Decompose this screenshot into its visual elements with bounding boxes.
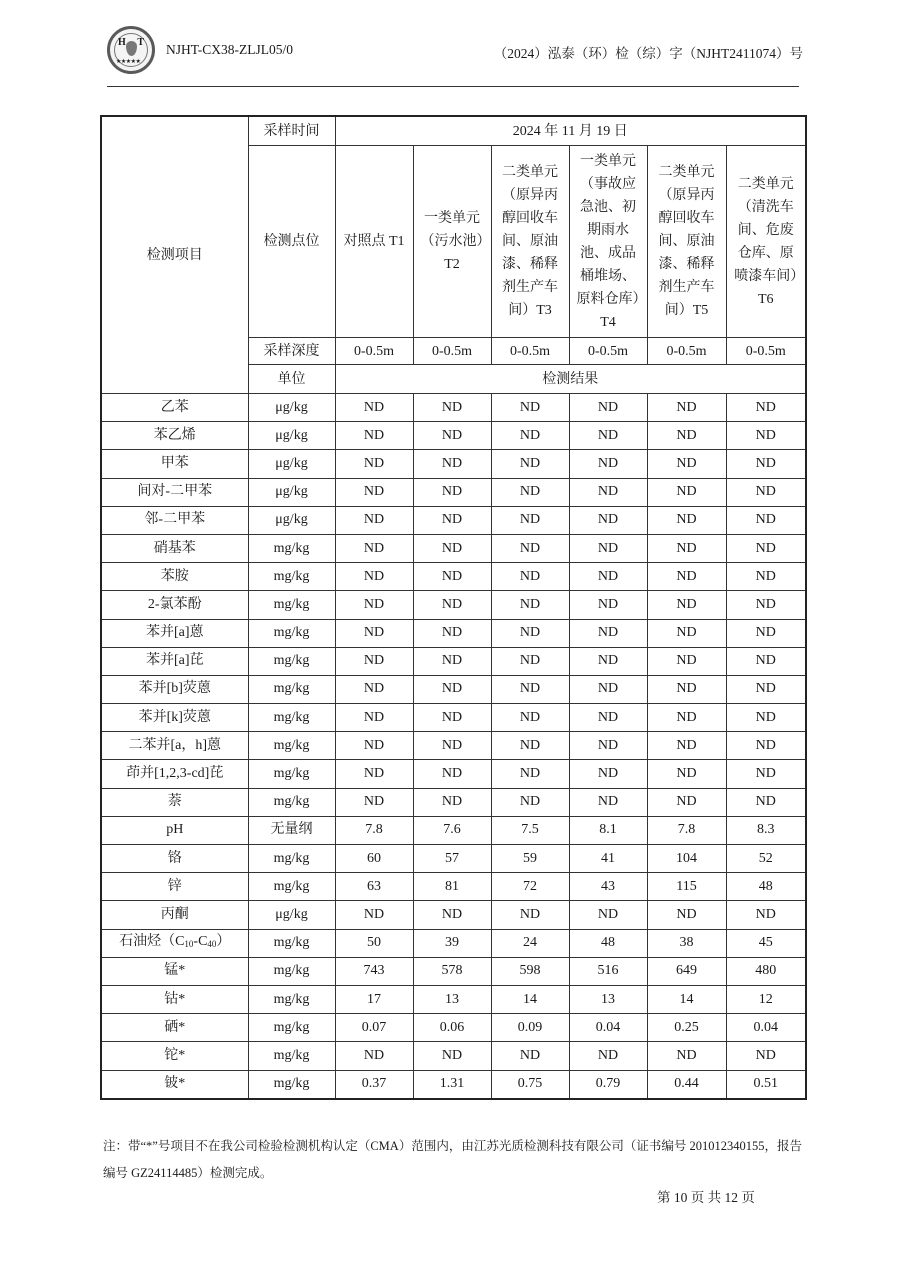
result-cell: ND (726, 394, 806, 422)
item-name: 硒* (101, 1014, 248, 1042)
result-cell: ND (647, 591, 726, 619)
table-row (101, 647, 806, 675)
unit-cell: mg/kg (248, 845, 335, 873)
table-row (101, 845, 806, 873)
result-cell: 598 (491, 957, 569, 985)
unit-label: 单位 (248, 365, 335, 394)
result-cell: ND (491, 534, 569, 562)
item-name: 乙苯 (101, 394, 248, 422)
results-label: 检测结果 (335, 365, 806, 394)
unit-cell: mg/kg (248, 675, 335, 703)
result-cell: 59 (491, 845, 569, 873)
result-cell: ND (335, 534, 413, 562)
result-cell: ND (335, 732, 413, 760)
table-row (101, 788, 806, 816)
location-text: 二类单元（原异丙醇回收车间、原油漆、稀释剂生产车间）T5 (658, 165, 715, 318)
result-cell: 0.25 (647, 1014, 726, 1042)
result-cell: 649 (647, 957, 726, 985)
table-row (101, 675, 806, 703)
unit-cell: μg/kg (248, 450, 335, 478)
result-cell: ND (569, 478, 647, 506)
result-cell: ND (647, 647, 726, 675)
result-cell: ND (491, 619, 569, 647)
result-cell: ND (335, 478, 413, 506)
result-cell: ND (413, 506, 491, 534)
result-cell: ND (569, 732, 647, 760)
location-cell (569, 146, 647, 338)
result-cell: 7.5 (491, 816, 569, 844)
result-cell: ND (647, 534, 726, 562)
result-cell: ND (726, 450, 806, 478)
item-name: 苯并[b]荧蒽 (101, 675, 248, 703)
result-cell: ND (647, 478, 726, 506)
result-cell: 8.3 (726, 816, 806, 844)
result-cell: ND (491, 422, 569, 450)
logo-letter-t: T (137, 37, 144, 48)
table-row (101, 534, 806, 562)
result-cell: ND (413, 732, 491, 760)
result-cell: 743 (335, 957, 413, 985)
result-cell: 41 (569, 845, 647, 873)
location-text: 对照点 T1 (343, 234, 405, 249)
item-name: 丙酮 (101, 901, 248, 929)
result-cell: 45 (726, 929, 806, 957)
result-cell: ND (335, 591, 413, 619)
item-name: 二苯并[a，h]蒽 (101, 732, 248, 760)
result-cell: ND (726, 534, 806, 562)
depth-cell: 0-0.5m (647, 338, 726, 365)
result-cell: ND (413, 760, 491, 788)
result-cell: ND (413, 1042, 491, 1070)
unit-cell: mg/kg (248, 563, 335, 591)
result-cell: ND (726, 478, 806, 506)
result-cell: ND (335, 675, 413, 703)
table-row (101, 957, 806, 985)
result-cell: 43 (569, 873, 647, 901)
result-cell: 13 (413, 985, 491, 1013)
item-name: 锌 (101, 873, 248, 901)
result-cell: ND (491, 788, 569, 816)
result-cell: ND (491, 675, 569, 703)
table-row (101, 873, 806, 901)
table-row (101, 422, 806, 450)
document-code: NJHT-CX38-ZLJL05/0 (166, 42, 293, 57)
result-cell: 81 (413, 873, 491, 901)
result-cell: ND (413, 675, 491, 703)
location-cell (335, 146, 413, 338)
result-cell: ND (491, 563, 569, 591)
result-cell: ND (491, 704, 569, 732)
result-cell: 12 (726, 985, 806, 1013)
result-cell: 60 (335, 845, 413, 873)
result-cell: ND (726, 422, 806, 450)
result-cell: 480 (726, 957, 806, 985)
result-cell: ND (569, 647, 647, 675)
unit-cell: mg/kg (248, 788, 335, 816)
item-name: 苯胺 (101, 563, 248, 591)
result-cell: ND (647, 675, 726, 703)
unit-cell: mg/kg (248, 1070, 335, 1099)
result-cell: ND (491, 760, 569, 788)
sampling-time-row (101, 116, 806, 146)
subscript: 40 (207, 939, 217, 950)
result-cell: 17 (335, 985, 413, 1013)
result-cell: 0.04 (726, 1014, 806, 1042)
result-cell: ND (569, 901, 647, 929)
location-cell (647, 146, 726, 338)
result-cell: 52 (726, 845, 806, 873)
result-cell: 14 (491, 985, 569, 1013)
result-cell: ND (569, 788, 647, 816)
result-cell: ND (335, 563, 413, 591)
logo-stars: ★★★★★ (116, 58, 141, 65)
result-cell: ND (491, 394, 569, 422)
result-cell: 48 (569, 929, 647, 957)
result-cell: 13 (569, 985, 647, 1013)
result-cell: 7.8 (335, 816, 413, 844)
unit-cell: mg/kg (248, 760, 335, 788)
result-cell: ND (726, 619, 806, 647)
table-row (101, 1014, 806, 1042)
result-cell: ND (647, 422, 726, 450)
depth-label: 采样深度 (248, 338, 335, 365)
table-row (101, 506, 806, 534)
result-cell: ND (569, 422, 647, 450)
result-cell: ND (413, 619, 491, 647)
result-cell: ND (726, 647, 806, 675)
result-cell: ND (569, 534, 647, 562)
item-name: 间对-二甲苯 (101, 478, 248, 506)
item-name (101, 929, 248, 957)
result-cell: ND (491, 1042, 569, 1070)
table-row (101, 619, 806, 647)
location-cell (413, 146, 491, 338)
item-name: 锰* (101, 957, 248, 985)
item-name: 苯并[a]蒽 (101, 619, 248, 647)
item-name: 铍* (101, 1070, 248, 1099)
result-cell: ND (413, 534, 491, 562)
result-cell: 50 (335, 929, 413, 957)
result-cell: ND (491, 506, 569, 534)
company-logo (107, 26, 155, 74)
logo-letter-h: H (118, 37, 126, 48)
result-cell: ND (647, 704, 726, 732)
result-cell: ND (647, 760, 726, 788)
result-cell: 24 (491, 929, 569, 957)
location-cell (491, 146, 569, 338)
result-cell: ND (647, 506, 726, 534)
table-row (101, 732, 806, 760)
table-row (101, 929, 806, 957)
table-row (101, 1042, 806, 1070)
location-text: 一类单元（污水池）T2 (420, 211, 484, 272)
result-cell: ND (726, 788, 806, 816)
unit-cell: μg/kg (248, 394, 335, 422)
result-cell: ND (726, 1042, 806, 1070)
footnote: 注：带“*”号项目不在我公司检验检测机构认定（CMA）范围内，由江苏光质检测科技有限公司（证书编号 201012340155，报告编号 GZ24114485）检测完成。 (103, 1139, 802, 1180)
unit-cell: mg/kg (248, 619, 335, 647)
result-cell: ND (413, 647, 491, 675)
result-cell: 39 (413, 929, 491, 957)
result-cell: 578 (413, 957, 491, 985)
result-cell: 0.75 (491, 1070, 569, 1099)
result-cell: ND (413, 563, 491, 591)
unit-cell: μg/kg (248, 422, 335, 450)
unit-cell: μg/kg (248, 478, 335, 506)
item-name-part: -C (193, 934, 208, 950)
result-cell: ND (647, 563, 726, 591)
result-cell: ND (413, 901, 491, 929)
result-cell: ND (726, 675, 806, 703)
unit-cell: mg/kg (248, 534, 335, 562)
result-cell: 115 (647, 873, 726, 901)
result-cell: ND (413, 422, 491, 450)
table-row (101, 450, 806, 478)
result-cell: 104 (647, 845, 726, 873)
results-table (100, 115, 807, 1100)
depth-cell: 0-0.5m (569, 338, 647, 365)
table-row (101, 760, 806, 788)
result-cell: ND (413, 704, 491, 732)
unit-cell: mg/kg (248, 957, 335, 985)
unit-cell: mg/kg (248, 1042, 335, 1070)
result-cell: 0.79 (569, 1070, 647, 1099)
result-cell: 0.51 (726, 1070, 806, 1099)
result-cell: 0.44 (647, 1070, 726, 1099)
result-cell: ND (491, 478, 569, 506)
item-name: 苯并[k]荧蒽 (101, 704, 248, 732)
result-cell: ND (726, 901, 806, 929)
sampling-time-label: 采样时间 (248, 116, 335, 146)
result-cell: 0.07 (335, 1014, 413, 1042)
result-cell: 0.37 (335, 1070, 413, 1099)
sampling-date: 2024 年 11 月 19 日 (335, 116, 806, 146)
location-text: 二类单元（原异丙醇回收车间、原油漆、稀释剂生产车间）T3 (502, 165, 558, 318)
result-cell: ND (569, 563, 647, 591)
report-number: （2024）泓泰（环）检（综）字（NJHT2411074）号 (493, 46, 803, 61)
result-cell: ND (647, 619, 726, 647)
result-cell: ND (647, 1042, 726, 1070)
result-cell: ND (569, 619, 647, 647)
location-text: 二类单元（清洗车间、危废仓库、原喷漆车间）T6 (734, 176, 798, 307)
result-cell: ND (569, 591, 647, 619)
result-cell: 516 (569, 957, 647, 985)
table-row (101, 985, 806, 1013)
result-cell: ND (569, 450, 647, 478)
result-cell: ND (335, 788, 413, 816)
result-cell: ND (569, 1042, 647, 1070)
result-cell: ND (726, 760, 806, 788)
item-name: 铊* (101, 1042, 248, 1070)
result-cell: 0.06 (413, 1014, 491, 1042)
item-name: 苯乙烯 (101, 422, 248, 450)
result-cell: 63 (335, 873, 413, 901)
unit-cell: μg/kg (248, 901, 335, 929)
item-name: 铬 (101, 845, 248, 873)
result-cell: ND (726, 704, 806, 732)
unit-cell: mg/kg (248, 704, 335, 732)
item-name: 萘 (101, 788, 248, 816)
result-cell: ND (491, 450, 569, 478)
result-cell: ND (569, 760, 647, 788)
item-name: 硝基苯 (101, 534, 248, 562)
depth-cell: 0-0.5m (413, 338, 491, 365)
unit-cell: mg/kg (248, 985, 335, 1013)
result-cell: 38 (647, 929, 726, 957)
depth-cell: 0-0.5m (335, 338, 413, 365)
location-label: 检测点位 (248, 146, 335, 338)
result-cell: ND (491, 647, 569, 675)
result-cell: 1.31 (413, 1070, 491, 1099)
result-cell: 0.09 (491, 1014, 569, 1042)
result-cell: 57 (413, 845, 491, 873)
result-cell: ND (491, 732, 569, 760)
result-cell: 7.6 (413, 816, 491, 844)
result-cell: ND (413, 450, 491, 478)
result-cell: ND (335, 394, 413, 422)
result-cell: ND (569, 394, 647, 422)
result-cell: ND (335, 647, 413, 675)
depth-cell: 0-0.5m (491, 338, 569, 365)
table-row (101, 1070, 806, 1099)
result-cell: ND (491, 901, 569, 929)
unit-cell: mg/kg (248, 647, 335, 675)
table-row (101, 591, 806, 619)
result-cell: ND (413, 394, 491, 422)
result-cell: 48 (726, 873, 806, 901)
item-name: 2-氯苯酚 (101, 591, 248, 619)
table-row (101, 704, 806, 732)
table-row (101, 816, 806, 844)
unit-cell: mg/kg (248, 873, 335, 901)
result-cell: 72 (491, 873, 569, 901)
unit-cell: μg/kg (248, 506, 335, 534)
result-cell: ND (335, 619, 413, 647)
result-cell: ND (569, 506, 647, 534)
page-header (0, 0, 909, 90)
result-cell: ND (726, 732, 806, 760)
result-cell: ND (569, 704, 647, 732)
result-cell: ND (335, 704, 413, 732)
item-header: 检测项目 (101, 116, 248, 394)
result-cell: ND (647, 450, 726, 478)
result-cell: ND (647, 901, 726, 929)
unit-cell: 无量纲 (248, 816, 335, 844)
item-name: 钴* (101, 985, 248, 1013)
result-cell: ND (569, 675, 647, 703)
location-text: 一类单元（事故应急池、初期雨水池、成品桶堆场、原料仓库）T4 (576, 153, 640, 330)
result-cell: ND (335, 422, 413, 450)
result-cell: ND (335, 1042, 413, 1070)
result-cell: 7.8 (647, 816, 726, 844)
item-name: 甲苯 (101, 450, 248, 478)
item-name: 苯并[a]芘 (101, 647, 248, 675)
page-number: 第 10 页 共 12 页 (657, 1190, 755, 1205)
location-cell (726, 146, 806, 338)
result-cell: ND (413, 478, 491, 506)
result-cell: 0.04 (569, 1014, 647, 1042)
result-cell: ND (335, 901, 413, 929)
result-cell: ND (335, 450, 413, 478)
item-name: 邻-二甲苯 (101, 506, 248, 534)
result-cell: ND (335, 760, 413, 788)
result-cell: ND (491, 591, 569, 619)
unit-cell: mg/kg (248, 591, 335, 619)
unit-cell: mg/kg (248, 1014, 335, 1042)
result-cell: ND (726, 506, 806, 534)
unit-cell: mg/kg (248, 929, 335, 957)
result-cell: ND (413, 788, 491, 816)
table-row (101, 901, 806, 929)
result-cell: ND (726, 563, 806, 591)
result-cell: 8.1 (569, 816, 647, 844)
header-divider (107, 86, 799, 87)
table-row (101, 563, 806, 591)
table-row (101, 478, 806, 506)
table-row (101, 394, 806, 422)
result-cell: ND (647, 732, 726, 760)
result-cell: ND (647, 788, 726, 816)
result-cell: ND (726, 591, 806, 619)
depth-cell: 0-0.5m (726, 338, 806, 365)
result-cell: ND (647, 394, 726, 422)
unit-cell: mg/kg (248, 732, 335, 760)
item-name: 茚并[1,2,3-cd]芘 (101, 760, 248, 788)
subscript: 10 (184, 939, 194, 950)
item-name-part: ） (216, 934, 231, 950)
result-cell: ND (335, 506, 413, 534)
item-name: pH (101, 816, 248, 844)
result-cell: 14 (647, 985, 726, 1013)
result-cell: ND (413, 591, 491, 619)
item-name-part: 石油烃（C (119, 934, 185, 950)
